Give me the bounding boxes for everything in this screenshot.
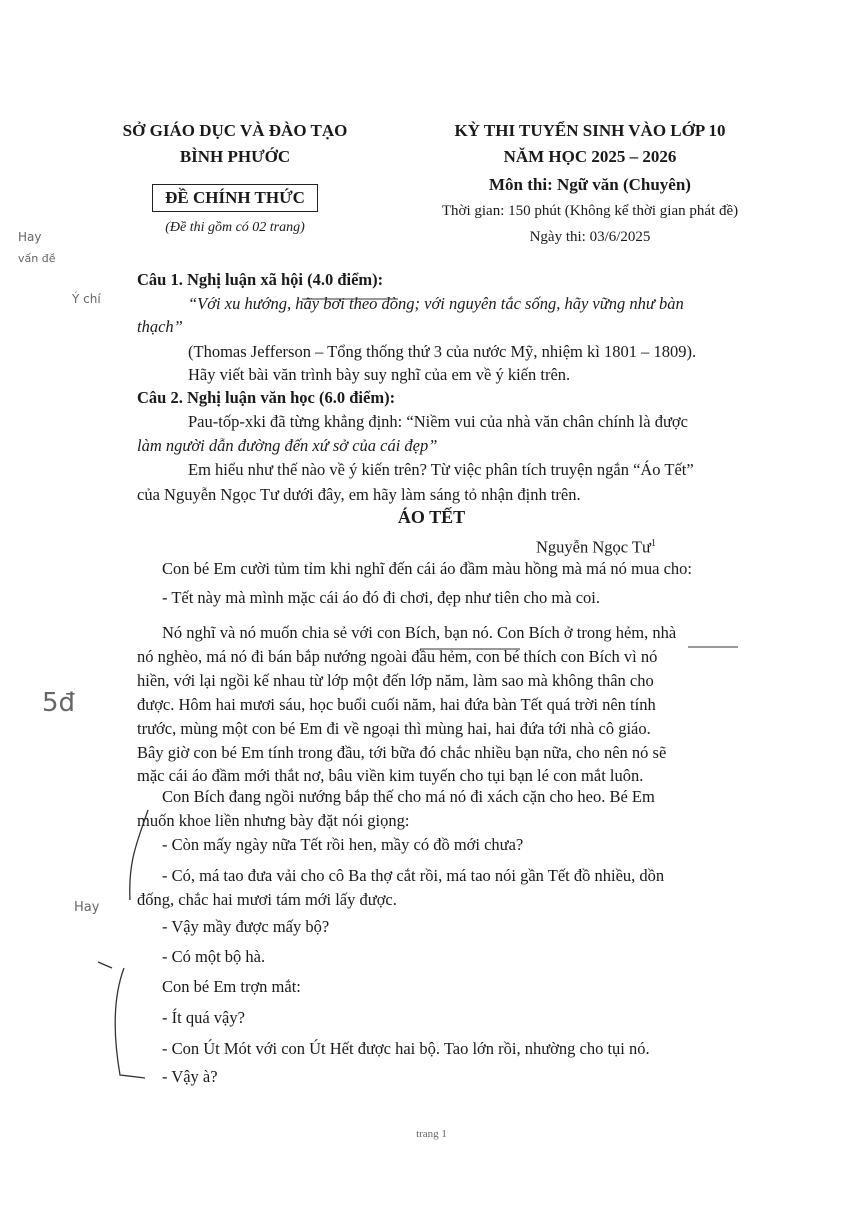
question-1-quote: “Với xu hướng, hãy bơi theo dòng; với nguyên tắc sống, hãy vững như bàn: [188, 294, 684, 313]
story-line: - Tết này mà mình mặc cái áo đó đi chơi, đẹp như tiên cho mà coi.: [162, 588, 600, 607]
story-line: Con Bích đang ngồi nướng bắp thế cho má nó đi xách cặn cho heo. Bé Em: [162, 787, 655, 806]
story-line: - Có một bộ hà.: [162, 947, 266, 966]
story-line: - Vậy à?: [162, 1067, 218, 1086]
story-title: ÁO TẾT: [397, 507, 466, 527]
question-2-task: Em hiểu như thế nào về ý kiến trên? Từ việc phân tích truyện ngắn “Áo Tết”: [188, 460, 694, 479]
exam-date: Ngày thi: 03/6/2025: [529, 229, 651, 245]
pages-note: (Đề thi gồm có 02 trang): [165, 220, 305, 235]
question-1-quote: thạch”: [137, 317, 183, 336]
question-2-intro: Pau-tốp-xki đã từng khẳng định: “Niềm vui của nhà văn chân chính là được: [188, 412, 688, 431]
story-line: Nó nghĩ và nó muốn chia sẻ với con Bích, bạn nó. Con Bích ở trong hẻm, nhà: [162, 623, 677, 642]
school-year: NĂM HỌC 2025 – 2026: [503, 147, 677, 166]
exam-title: KỲ THI TUYỂN SINH VÀO LỚP 10: [454, 121, 726, 140]
story-line: mặc cái áo đầm mới thắt nơ, bâu viền kim tuyến cho tụi bạn lé con mắt luôn.: [137, 766, 644, 785]
story-line: muốn khoe liền nhưng bày đặt nói giọng:: [137, 811, 410, 830]
margin-note: Ý chí: [72, 292, 101, 306]
margin-score-note: 5đ: [42, 688, 76, 718]
question-1-attribution: (Thomas Jefferson – Tổng thống thứ 3 của nước Mỹ, nhiệm kì 1801 – 1809).: [188, 342, 697, 361]
story-line: Con bé Em trợn mắt:: [162, 977, 301, 996]
page-number: trang 1: [416, 1128, 447, 1140]
official-exam-label: ĐỀ CHÍNH THỨC: [152, 184, 318, 212]
margin-bracket-mark: [115, 968, 145, 1078]
story-line: - Ít quá vậy?: [162, 1008, 245, 1027]
story-author: Nguyễn Ngọc $Tư^1$: [536, 537, 656, 557]
story-line: - Con Út Mót với con Út Hết được hai bộ. Tao lớn rồi, nhường cho tụi nó.: [162, 1039, 650, 1058]
question-2-heading: Câu 2. Nghị luận văn học (6.0 điểm):: [137, 388, 396, 407]
story-line: được. Hôm hai mươi sáu, học buổi cuối năm, hai đứa bàn Tết quá trời nên tính: [137, 695, 656, 714]
department-name: SỞ GIÁO DỤC VÀ ĐÀO TẠO: [122, 121, 348, 140]
exam-time: Thời gian: 150 phút (Không kể thời gian phát đề): [441, 203, 739, 219]
margin-note: vấn đề: [18, 252, 56, 265]
story-line: - Còn mấy ngày nữa Tết rồi hen, mầy có đồ mới chưa?: [162, 835, 524, 854]
margin-note: Hay: [18, 230, 42, 244]
story-line: - Có, má tao đưa vải cho cô Ba thợ cắt rồi, má tao nói gần Tết đồ nhiều, dồn: [162, 866, 665, 885]
exam-subject: Môn thi: Ngữ văn (Chuyên): [489, 175, 691, 194]
footnote-mark: 1: [650, 538, 656, 549]
story-line: hiền, với lại ngồi kế nhau từ lớp một đến lớp năm, làm sao mà không thân cho: [137, 671, 654, 690]
story-line: nó nghèo, má nó đi bán bắp nướng ngoài đầu hẻm, con bé thích con Bích vì nó: [137, 647, 658, 666]
question-1-heading: Câu 1. Nghị luận xã hội (4.0 điểm):: [137, 270, 384, 289]
story-line: Con bé Em cười tủm tỉm khi nghĩ đến cái áo đầm màu hồng mà má nó mua cho:: [162, 559, 692, 578]
story-line: - Vậy mầy được mấy bộ?: [162, 917, 330, 936]
question-2-task: của Nguyễn Ngọc Tư dưới đây, em hãy làm sáng tỏ nhận định trên.: [137, 485, 581, 504]
story-line: Bây giờ con bé Em tính trong đầu, tới bữa đó chắc nhiều bạn nữa, cho nên nó sẽ: [137, 743, 667, 762]
margin-note: Hay: [74, 900, 100, 915]
question-1-task: Hãy viết bài văn trình bày suy nghĩ của em về ý kiến trên.: [188, 365, 571, 384]
story-line: đống, chắc hai mươi tám mới lấy được.: [137, 890, 397, 909]
margin-tick-mark: [98, 962, 112, 968]
province-name: BÌNH PHƯỚC: [179, 147, 291, 166]
margin-bracket-mark: [130, 810, 148, 900]
question-2-intro: làm người dẫn đường đến xứ sở của cái đẹp”: [137, 436, 438, 455]
story-line: trước, mùng một con bé Em đi về ngoại thì mùng hai, hai đứa tới nhà cô giáo.: [137, 719, 651, 738]
